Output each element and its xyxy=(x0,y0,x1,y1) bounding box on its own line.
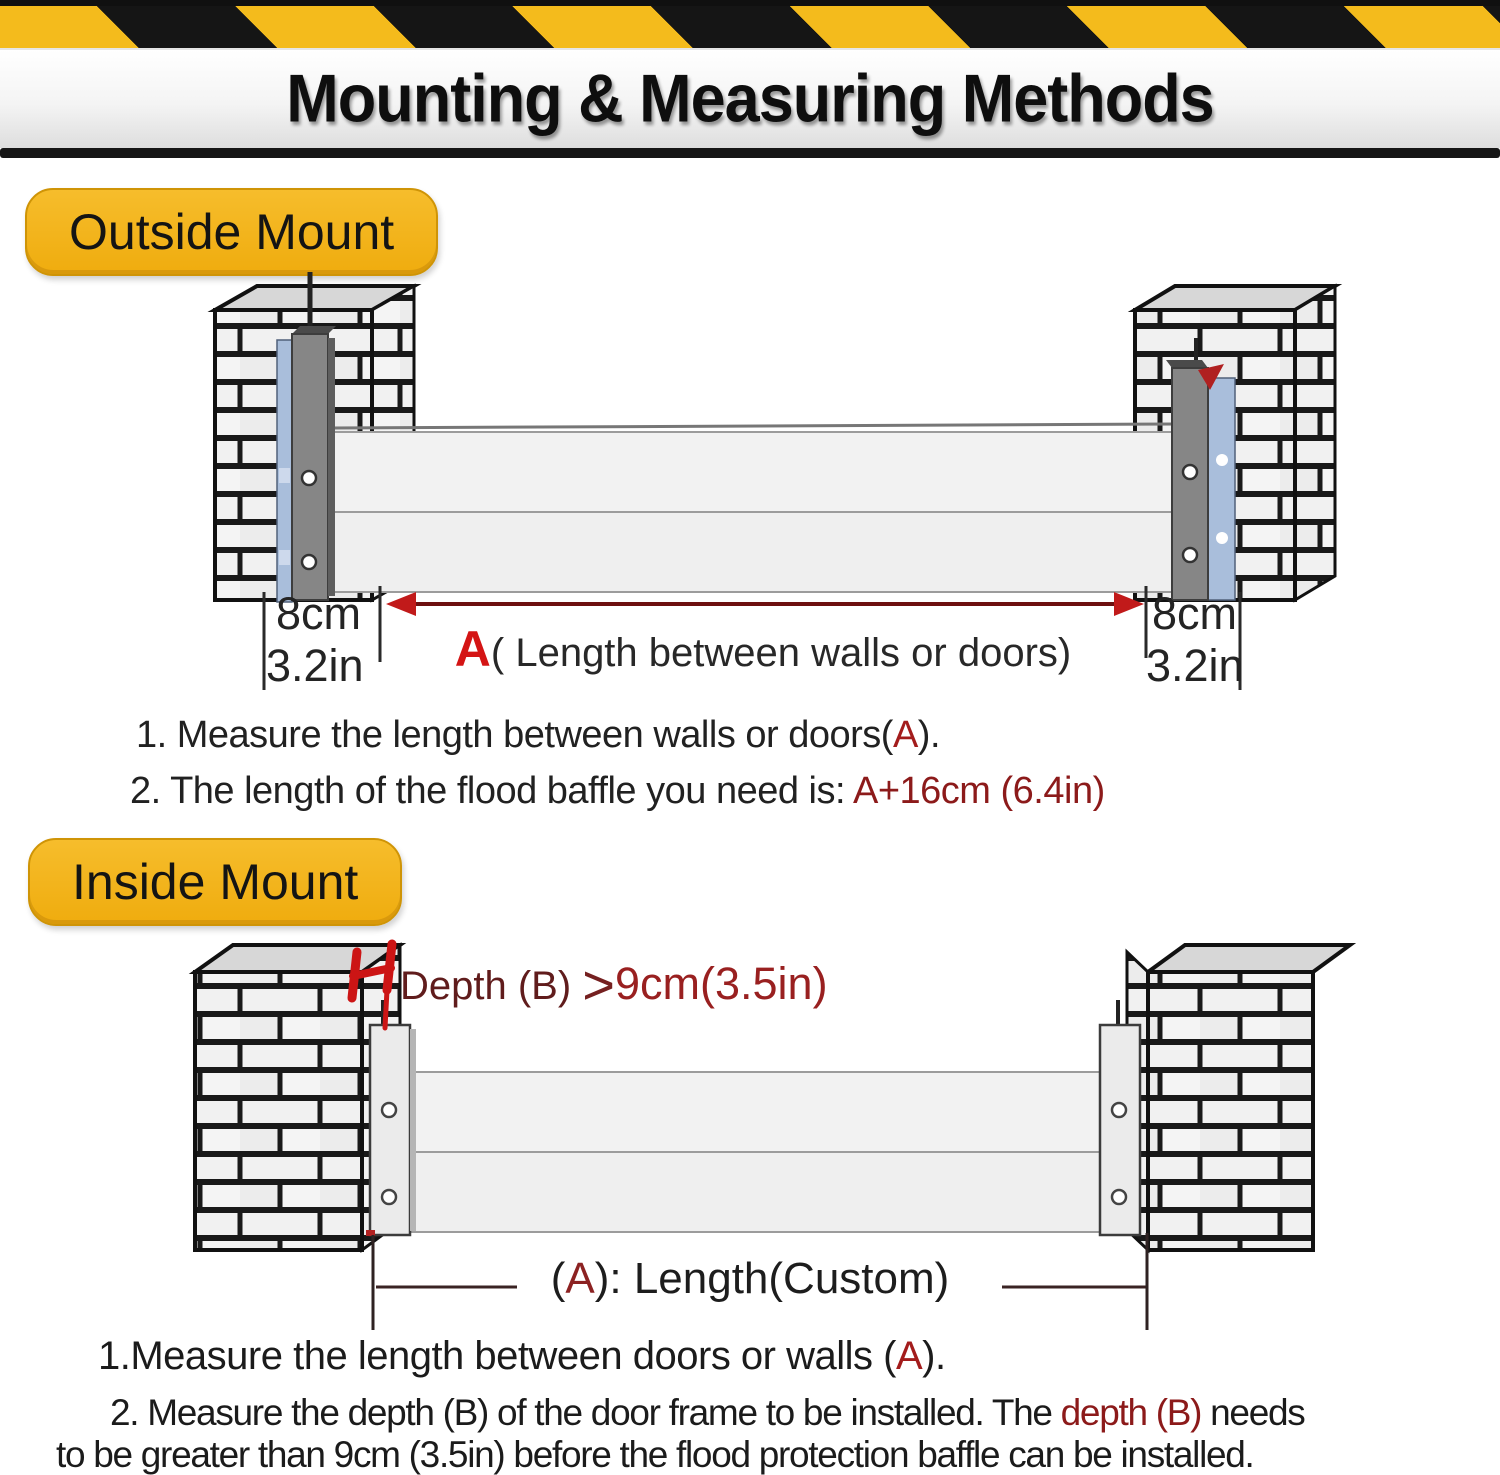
inside-instruction-2: 2. Measure the depth (B) of the door frame to be installed. The depth (B) needs xyxy=(110,1392,1305,1433)
length-between-walls-label: A( Length between walls or doors) xyxy=(454,621,1072,677)
right-mounting-plate xyxy=(1100,1000,1140,1235)
left-overlap-in: 3.2in xyxy=(266,640,364,691)
left-overlap-cm: 8cm xyxy=(276,588,362,639)
inside-mount-badge: Inside Mount xyxy=(28,838,402,926)
outside-instruction-1: 1. Measure the length between walls or doors(A). xyxy=(136,714,941,756)
flood-barrier xyxy=(412,1072,1100,1232)
right-overlap-cm: 8cm xyxy=(1152,588,1238,639)
right-door-pillar xyxy=(1127,945,1350,1250)
header-divider xyxy=(0,148,1500,158)
page-title: Mounting & Measuring Methods xyxy=(286,61,1214,137)
left-mounting-plate xyxy=(366,1000,416,1236)
right-overlap-in: 3.2in xyxy=(1146,640,1244,691)
flood-barrier xyxy=(332,424,1178,592)
arrow-left-head-icon xyxy=(386,592,416,616)
inside-instruction-1: 1.Measure the length between doors or walls (A). xyxy=(98,1334,946,1378)
custom-length-label: (A): Length(Custom) xyxy=(550,1254,950,1303)
right-channel-bracket xyxy=(1166,338,1235,600)
depth-annotation: Depth (B) >9cm(3.5in) xyxy=(400,953,828,1016)
letter-a: A xyxy=(454,621,491,677)
inside-instruction-3: to be greater than 9cm (3.5in) before the flood protection baffle can be installed. xyxy=(56,1434,1254,1475)
left-channel-bracket xyxy=(277,326,336,602)
outside-mount-badge: Outside Mount xyxy=(25,188,438,276)
outside-instruction-2: 2. The length of the flood baffle you need is: A+16cm (6.4in) xyxy=(130,770,1105,812)
title-band xyxy=(0,50,1500,148)
hazard-stripe-band xyxy=(0,6,1500,50)
